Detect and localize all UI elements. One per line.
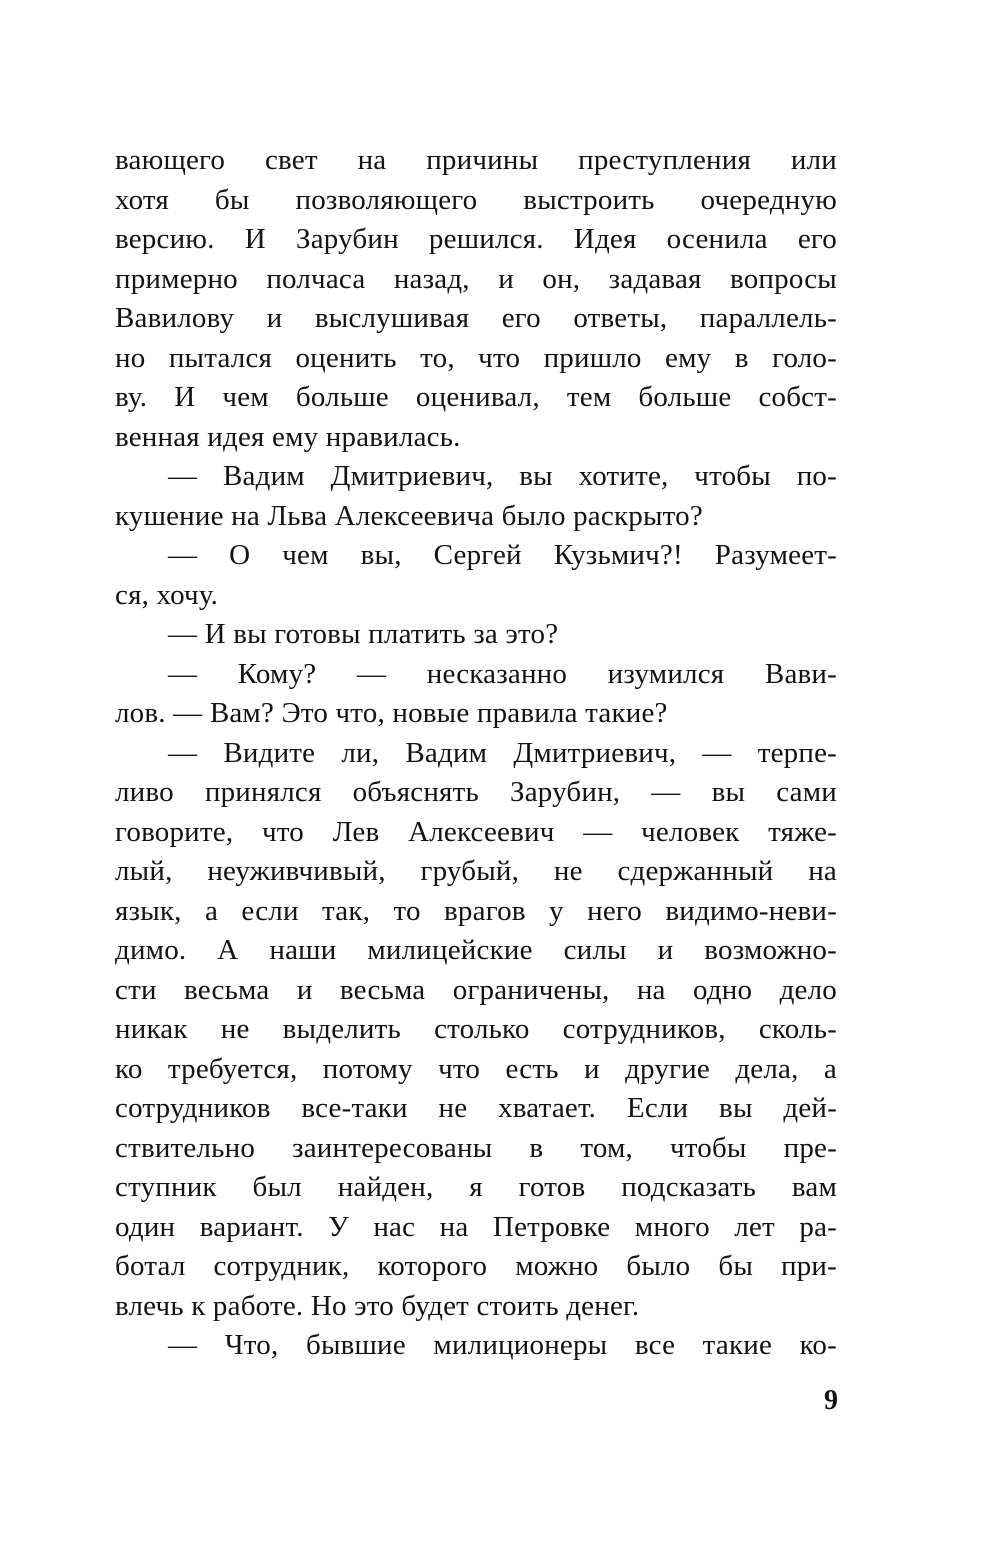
text-line: димо. А наши милицейские силы и возможно- [115, 934, 837, 966]
text-line: ко требуется, потому что есть и другие дела, а [115, 1052, 837, 1085]
text-line: один вариант. У нас на Петровке много лет ра- [115, 1210, 837, 1243]
text-line: язык, а если так, то врагов у него видимо-неви- [115, 894, 837, 927]
text-line: ся, хочу. [115, 578, 219, 611]
text-line: лов. — Вам? Это что, новые правила такие? [115, 697, 668, 729]
paragraph [115, 141, 837, 457]
text-line: вающего свет на причины преступления или [115, 144, 837, 176]
text-line: — О чем вы, Сергей Кузьмич?! Разумеет- [168, 539, 837, 571]
text-line: венная идея ему нравилась. [115, 420, 461, 453]
text-line: — Что, бывшие милиционеры все такие ко- [168, 1329, 837, 1361]
paragraph [115, 655, 837, 734]
paragraph [115, 615, 837, 655]
text-line: ступник был найден, я готов подсказать вам [115, 1171, 837, 1203]
text-line: ливо принялся объяснять Зарубин, — вы сами [115, 776, 837, 808]
text-line: ботал сотрудник, которого можно было бы при- [115, 1250, 837, 1282]
text-line: хотя бы позволяющего выстроить очередную [115, 183, 837, 216]
paragraph [115, 1326, 837, 1366]
text-line: никак не выделить столько сотрудников, сколь- [115, 1013, 837, 1045]
text-line: — И вы готовы платить за это? [168, 618, 559, 650]
text-line: примерно полчаса назад, и он, задавая вопросы [115, 262, 837, 295]
paragraph [115, 536, 837, 615]
text-line: — Вадим Дмитриевич, вы хотите, чтобы по- [168, 460, 837, 492]
text-line: ву. И чем больше оценивал, тем больше собст- [115, 381, 837, 413]
text-line: ствительно заинтересованы в том, чтобы пре- [115, 1131, 837, 1164]
text-line: лый, неуживчивый, грубый, не сдержанный на [115, 855, 837, 887]
page-number: 9 [824, 1385, 838, 1416]
paragraph [115, 457, 837, 536]
text-line: — Кому? — несказанно изумился Вави- [168, 657, 837, 690]
paragraph [115, 734, 837, 1327]
text-line: кушение на Льва Алексеевича было раскрыто? [115, 499, 703, 532]
text-line: говорите, что Лев Алексеевич — человек тяже- [115, 815, 837, 848]
text-line: Вавилову и выслушивая его ответы, параллель- [115, 302, 837, 334]
text-line: — Видите ли, Вадим Дмитриевич, — терпе- [168, 736, 837, 769]
text-line: влечь к работе. Но это будет стоить денег. [115, 1289, 640, 1322]
text-line: сти весьма и весьма ограничены, на одно дело [115, 973, 837, 1006]
text-line: сотрудников все-таки не хватает. Если вы дей- [115, 1092, 837, 1124]
text-line: версию. И Зарубин решился. Идея осенила его [115, 223, 837, 255]
text-line: но пытался оценить то, что пришло ему в голо- [115, 341, 837, 374]
text-block [115, 141, 837, 1366]
